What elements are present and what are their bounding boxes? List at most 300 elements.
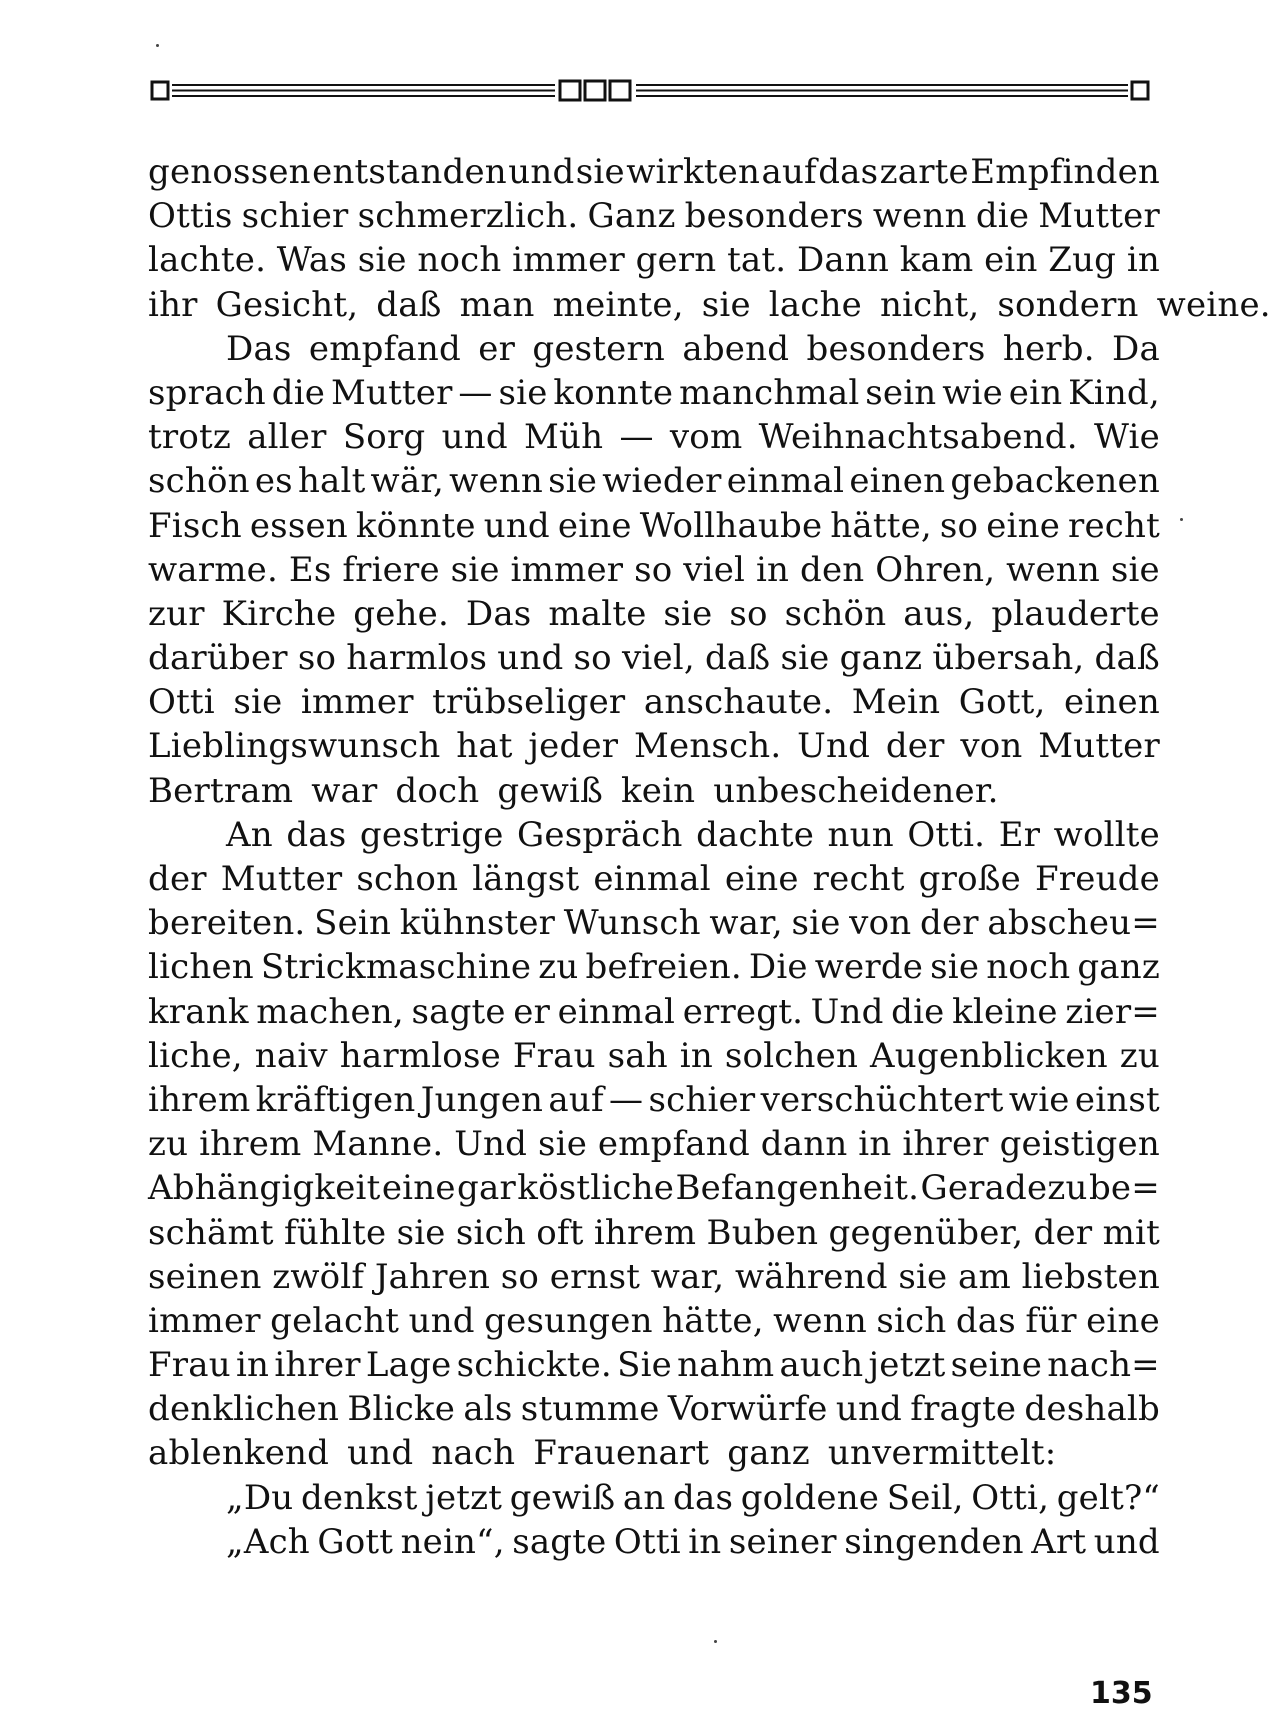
word: Jahren — [374, 1256, 491, 1297]
word: Otti — [613, 1521, 681, 1562]
word: sie — [930, 947, 980, 988]
word: sie — [663, 593, 713, 634]
word: manchmal — [679, 372, 860, 413]
word: sie — [898, 1256, 948, 1297]
word: Zug — [1048, 240, 1117, 281]
paragraph — [148, 327, 1160, 813]
word: daß — [704, 638, 771, 679]
word: in — [679, 1035, 713, 1076]
word: in — [688, 1521, 722, 1562]
word: für — [1025, 1300, 1077, 1341]
word: in — [1126, 240, 1160, 281]
word: harmlose — [339, 1035, 501, 1076]
word: „Du — [226, 1477, 294, 1518]
word: weine. — [1156, 284, 1271, 325]
word: in — [858, 1124, 892, 1165]
word: Kirche — [221, 593, 337, 634]
word: denkst — [300, 1477, 418, 1518]
word: und — [1093, 1521, 1160, 1562]
word: Mutter — [1038, 726, 1160, 767]
word: von — [849, 903, 912, 944]
word: sie — [357, 240, 407, 281]
word: ihrem — [593, 1212, 697, 1253]
word: von — [960, 726, 1023, 767]
word: Otti — [148, 682, 215, 723]
word: Frau — [148, 1345, 231, 1386]
word: so — [573, 638, 612, 679]
word: Kind, — [1068, 372, 1160, 413]
word: unbescheidener. — [713, 770, 999, 811]
word: sie — [575, 152, 625, 192]
word: Und — [797, 726, 871, 767]
word: einst — [1074, 1079, 1160, 1120]
word: Wollhaube — [639, 505, 823, 546]
word: Geradezu — [920, 1168, 1088, 1209]
word: auf — [761, 152, 817, 192]
word: sich — [455, 1212, 526, 1253]
word: zarte — [879, 152, 969, 192]
text-line — [148, 150, 1160, 194]
word: Er — [998, 814, 1041, 855]
word: eine — [381, 1168, 456, 1209]
word: den — [800, 549, 865, 590]
text-line — [148, 724, 1160, 768]
word: so — [634, 549, 673, 590]
word: darüber — [148, 638, 288, 679]
word: be= — [1088, 1168, 1160, 1209]
word: schämt — [148, 1212, 274, 1253]
word: hätte, — [830, 505, 932, 546]
word: befreien. — [585, 947, 742, 988]
text-line — [148, 371, 1160, 415]
word: — — [458, 372, 493, 413]
word: Abhängigkeit — [148, 1168, 381, 1209]
word: zu — [538, 947, 579, 988]
word: daß — [376, 284, 442, 325]
word: besonders — [806, 328, 986, 369]
word: immer — [512, 240, 625, 281]
word: wie — [1008, 1079, 1070, 1120]
text-line — [148, 1166, 1160, 1210]
word: warme. — [148, 549, 278, 590]
word: liche, — [148, 1035, 243, 1076]
word: naiv — [254, 1035, 328, 1076]
word: köstliche — [517, 1168, 675, 1209]
word: auch — [779, 1345, 864, 1386]
word: singenden — [844, 1521, 1024, 1562]
text-line — [148, 636, 1160, 680]
word: war, — [709, 903, 783, 944]
word: nicht, — [880, 284, 980, 325]
word: halt — [297, 461, 366, 502]
word: „Ach — [226, 1521, 310, 1562]
word: ihrem — [148, 1079, 251, 1120]
word: noch — [417, 240, 502, 281]
word: am — [958, 1256, 1011, 1297]
word: das — [955, 1300, 1016, 1341]
word: deshalb — [1024, 1389, 1160, 1430]
word: gestern — [532, 328, 666, 369]
word: so — [939, 505, 979, 546]
word: konnte — [553, 372, 674, 413]
word: wollte — [1053, 814, 1160, 855]
word: lachte. — [148, 240, 267, 281]
word: trübseliger — [432, 682, 626, 723]
word: lichen — [148, 947, 254, 988]
ornamental-header-rule — [150, 78, 1152, 104]
word: ein — [1008, 372, 1063, 413]
word: wirkten — [626, 152, 761, 192]
word: eine — [1086, 1300, 1160, 1341]
word: dann — [760, 1124, 848, 1165]
word: wenn — [449, 461, 543, 502]
text-line — [148, 548, 1160, 592]
word: Otti, — [971, 1477, 1050, 1518]
word: zwölf — [272, 1256, 365, 1297]
word: gewiß — [497, 770, 603, 811]
word: sie — [548, 461, 598, 502]
word: An — [226, 814, 273, 855]
text-line — [148, 1431, 1160, 1475]
word: goldene — [740, 1477, 880, 1518]
word: empfand — [308, 328, 461, 369]
word: dachte — [696, 814, 815, 855]
word: meinte, — [552, 284, 684, 325]
word: übersah, — [932, 638, 1085, 679]
word: und — [835, 1389, 903, 1430]
word: doch — [395, 770, 480, 811]
text-line — [148, 1343, 1160, 1387]
word: nahm — [677, 1345, 775, 1386]
word: verschüchtert — [760, 1079, 1004, 1120]
paragraph — [148, 1476, 1160, 1520]
word: gern — [635, 240, 717, 281]
word: und — [408, 1300, 475, 1341]
paragraph — [148, 813, 1160, 1476]
word: — — [619, 417, 654, 458]
word: oft — [536, 1212, 584, 1253]
text-line — [148, 945, 1160, 989]
text-line — [148, 1078, 1160, 1122]
text-line — [148, 901, 1160, 945]
word: daß — [1094, 638, 1160, 679]
word: viel — [683, 549, 746, 590]
word: hat — [456, 726, 513, 767]
word: schier — [648, 1079, 756, 1120]
word: machen, — [256, 991, 404, 1032]
word: und — [347, 1433, 414, 1474]
word: eine — [986, 505, 1061, 546]
word: sprach — [148, 372, 266, 413]
word: kühnster — [399, 903, 556, 944]
word: empfand — [597, 1124, 750, 1165]
word: herb. — [1002, 328, 1095, 369]
word: sie — [450, 549, 500, 590]
word: friere — [342, 549, 440, 590]
word: erregt. — [682, 991, 804, 1032]
word: trotz — [148, 417, 231, 458]
word: harmlos — [346, 638, 488, 679]
word: Das — [226, 328, 292, 369]
word: geistigen — [999, 1124, 1160, 1165]
word: Und — [810, 991, 884, 1032]
body-text — [148, 150, 1271, 1564]
word: zu — [148, 1124, 189, 1165]
text-line — [148, 769, 1160, 813]
text-line — [148, 1211, 1160, 1255]
word: Mutter — [330, 372, 453, 413]
word: gegenüber, — [828, 1212, 1024, 1253]
word: sagte — [512, 1521, 607, 1562]
word: schmerzlich. — [357, 196, 579, 237]
word: Seil, — [886, 1477, 964, 1518]
word: das — [673, 1477, 734, 1518]
word: abend — [682, 328, 790, 369]
word: als — [463, 1389, 513, 1430]
word: sondern — [997, 284, 1139, 325]
word: Mensch. — [633, 726, 782, 767]
word: abscheu= — [987, 903, 1160, 944]
word: schön — [784, 593, 887, 634]
word: Manne. — [312, 1124, 444, 1165]
word: längst — [472, 859, 580, 899]
word: ihrer — [902, 1124, 989, 1165]
word: ein — [984, 240, 1038, 281]
word: genossen — [148, 152, 311, 192]
word: Strickmaschine — [260, 947, 532, 988]
word: so — [729, 593, 768, 634]
word: Das — [465, 593, 532, 634]
word: kräftigen — [255, 1079, 416, 1120]
word: gesungen — [484, 1300, 653, 1341]
word: sie — [780, 638, 830, 679]
word: zier= — [1065, 991, 1160, 1032]
word: tat. — [727, 240, 787, 281]
word: immer — [300, 682, 414, 723]
word: immer — [510, 549, 624, 590]
word: — — [609, 1079, 644, 1120]
word: ablenkend — [148, 1433, 330, 1474]
word: unvermittelt: — [827, 1433, 1057, 1474]
word: er — [478, 328, 516, 369]
text-line — [148, 459, 1160, 503]
word: jetzt — [425, 1477, 503, 1518]
word: Mutter — [1038, 196, 1160, 237]
word: jetzt — [868, 1345, 946, 1386]
word: war — [311, 770, 378, 811]
word: sie — [1110, 549, 1160, 590]
word: Otti. — [907, 814, 986, 855]
word: hätte, — [662, 1300, 764, 1341]
text-line — [148, 1122, 1160, 1166]
word: seiner — [728, 1521, 837, 1562]
word: sie — [537, 1124, 588, 1165]
word: und — [508, 152, 575, 192]
word: seinen — [148, 1256, 262, 1297]
word: schickte. — [456, 1345, 612, 1386]
word: wie — [942, 372, 1003, 413]
word: kam — [899, 240, 974, 281]
word: fühlte — [284, 1212, 387, 1253]
word: solchen — [724, 1035, 859, 1076]
word: Frau — [512, 1035, 596, 1076]
word: noch — [986, 947, 1071, 988]
word: ihrer — [274, 1345, 361, 1386]
word: einmal — [593, 859, 711, 899]
word: sich — [876, 1300, 947, 1341]
word: Mein — [851, 682, 941, 723]
word: Sorg — [342, 417, 426, 458]
word: könnte — [355, 505, 476, 546]
word: einmal — [557, 991, 676, 1032]
word: so — [297, 638, 337, 679]
word: in — [235, 1345, 270, 1386]
word: viel, — [621, 638, 695, 679]
word: Da — [1112, 328, 1160, 369]
word: wieder — [602, 461, 722, 502]
word: liebsten — [1021, 1256, 1160, 1297]
text-line — [148, 1520, 1160, 1564]
word: immer — [148, 1300, 261, 1341]
word: war, — [650, 1256, 725, 1297]
word: sie — [396, 1212, 446, 1253]
word: gehe. — [353, 593, 449, 634]
text-line — [148, 1476, 1160, 1520]
word: ihr — [148, 284, 198, 325]
word: Vorwürfe — [667, 1389, 828, 1430]
word: fragte — [910, 1389, 1017, 1430]
word: der — [1033, 1212, 1093, 1253]
word: sie — [701, 284, 751, 325]
word: Empfinden — [970, 152, 1160, 192]
word: Gott, — [958, 682, 1046, 723]
word: aus, — [903, 593, 975, 634]
paragraph — [148, 1520, 1160, 1564]
word: Wie — [1093, 417, 1160, 458]
word: gelt?“ — [1056, 1477, 1160, 1518]
text-line — [148, 990, 1160, 1034]
word: gebackenen — [950, 461, 1160, 502]
word: Sein — [314, 903, 392, 944]
word: Gott — [317, 1521, 394, 1562]
word: essen — [249, 505, 348, 546]
text-line — [148, 194, 1160, 238]
word: recht — [1068, 505, 1160, 546]
paragraph — [148, 150, 1271, 327]
text-line — [148, 327, 1160, 371]
word: Was — [276, 240, 348, 281]
word: es — [254, 461, 293, 502]
word: Jungen — [420, 1079, 544, 1120]
word: wenn — [1006, 549, 1100, 590]
text-line — [148, 1387, 1160, 1431]
word: eine — [724, 859, 799, 899]
text-line — [148, 680, 1160, 724]
word: und — [483, 505, 550, 546]
word: Dann — [796, 240, 890, 281]
text-line — [148, 238, 1160, 282]
word: er — [513, 991, 551, 1032]
word: Es — [288, 549, 332, 590]
word: sah — [607, 1035, 668, 1076]
word: Fisch — [148, 505, 242, 546]
word: recht — [812, 859, 905, 899]
word: entstanden — [312, 152, 507, 192]
word: wenn — [872, 196, 967, 237]
word: ganz — [839, 638, 923, 679]
word: große — [918, 859, 1021, 899]
word: Ohren, — [875, 549, 996, 590]
word: Lage — [365, 1345, 452, 1386]
word: der — [148, 859, 207, 899]
word: Gespräch — [517, 814, 683, 855]
word: nach= — [1047, 1345, 1160, 1386]
word: einen — [1064, 682, 1160, 723]
text-line — [148, 1255, 1160, 1299]
word: Müh — [524, 417, 604, 458]
print-speck — [156, 44, 159, 47]
page-number: 135 — [1090, 1676, 1153, 1711]
word: in — [755, 549, 790, 590]
word: bereiten. — [148, 903, 306, 944]
word: Lieblingswunsch — [148, 726, 441, 767]
word: nein“, — [400, 1521, 505, 1562]
word: Ganz — [587, 196, 676, 237]
word: Frauenart — [533, 1433, 710, 1474]
text-line — [148, 592, 1160, 636]
word: mit — [1102, 1212, 1160, 1253]
word: während — [734, 1256, 888, 1297]
word: sagte — [411, 991, 506, 1032]
word: Bertram — [148, 770, 294, 811]
word: der — [885, 726, 945, 767]
word: ernst — [549, 1256, 641, 1297]
word: sie — [791, 903, 841, 944]
word: kleine — [952, 991, 1058, 1032]
word: gewiß — [509, 1477, 616, 1518]
text-line — [148, 1299, 1160, 1343]
word: zur — [148, 593, 205, 634]
word: Die — [748, 947, 808, 988]
word: kein — [620, 770, 696, 811]
text-line — [148, 504, 1160, 548]
word: anschaute. — [643, 682, 834, 723]
word: die — [975, 196, 1030, 237]
word: einmal — [726, 461, 845, 502]
word: einen — [849, 461, 946, 502]
word: schön — [148, 461, 250, 502]
word: das — [286, 814, 347, 855]
word: krank — [148, 991, 249, 1032]
word: sie — [233, 682, 283, 723]
word: Augenblicken — [870, 1035, 1108, 1076]
text-line — [148, 415, 1160, 459]
word: Und — [454, 1124, 528, 1165]
word: an — [622, 1477, 666, 1518]
word: plauderte — [991, 593, 1160, 634]
text-line — [148, 813, 1160, 857]
word: nun — [827, 814, 894, 855]
word: denklichen — [148, 1389, 340, 1430]
print-speck — [714, 1640, 717, 1643]
word: malte — [548, 593, 647, 634]
word: Befangenheit. — [675, 1168, 920, 1209]
word: gestrige — [359, 814, 504, 855]
word: Weihnachtsabend. — [758, 417, 1078, 458]
text-line — [148, 1034, 1160, 1078]
word: schon — [356, 859, 459, 899]
word: besonders — [684, 196, 864, 237]
